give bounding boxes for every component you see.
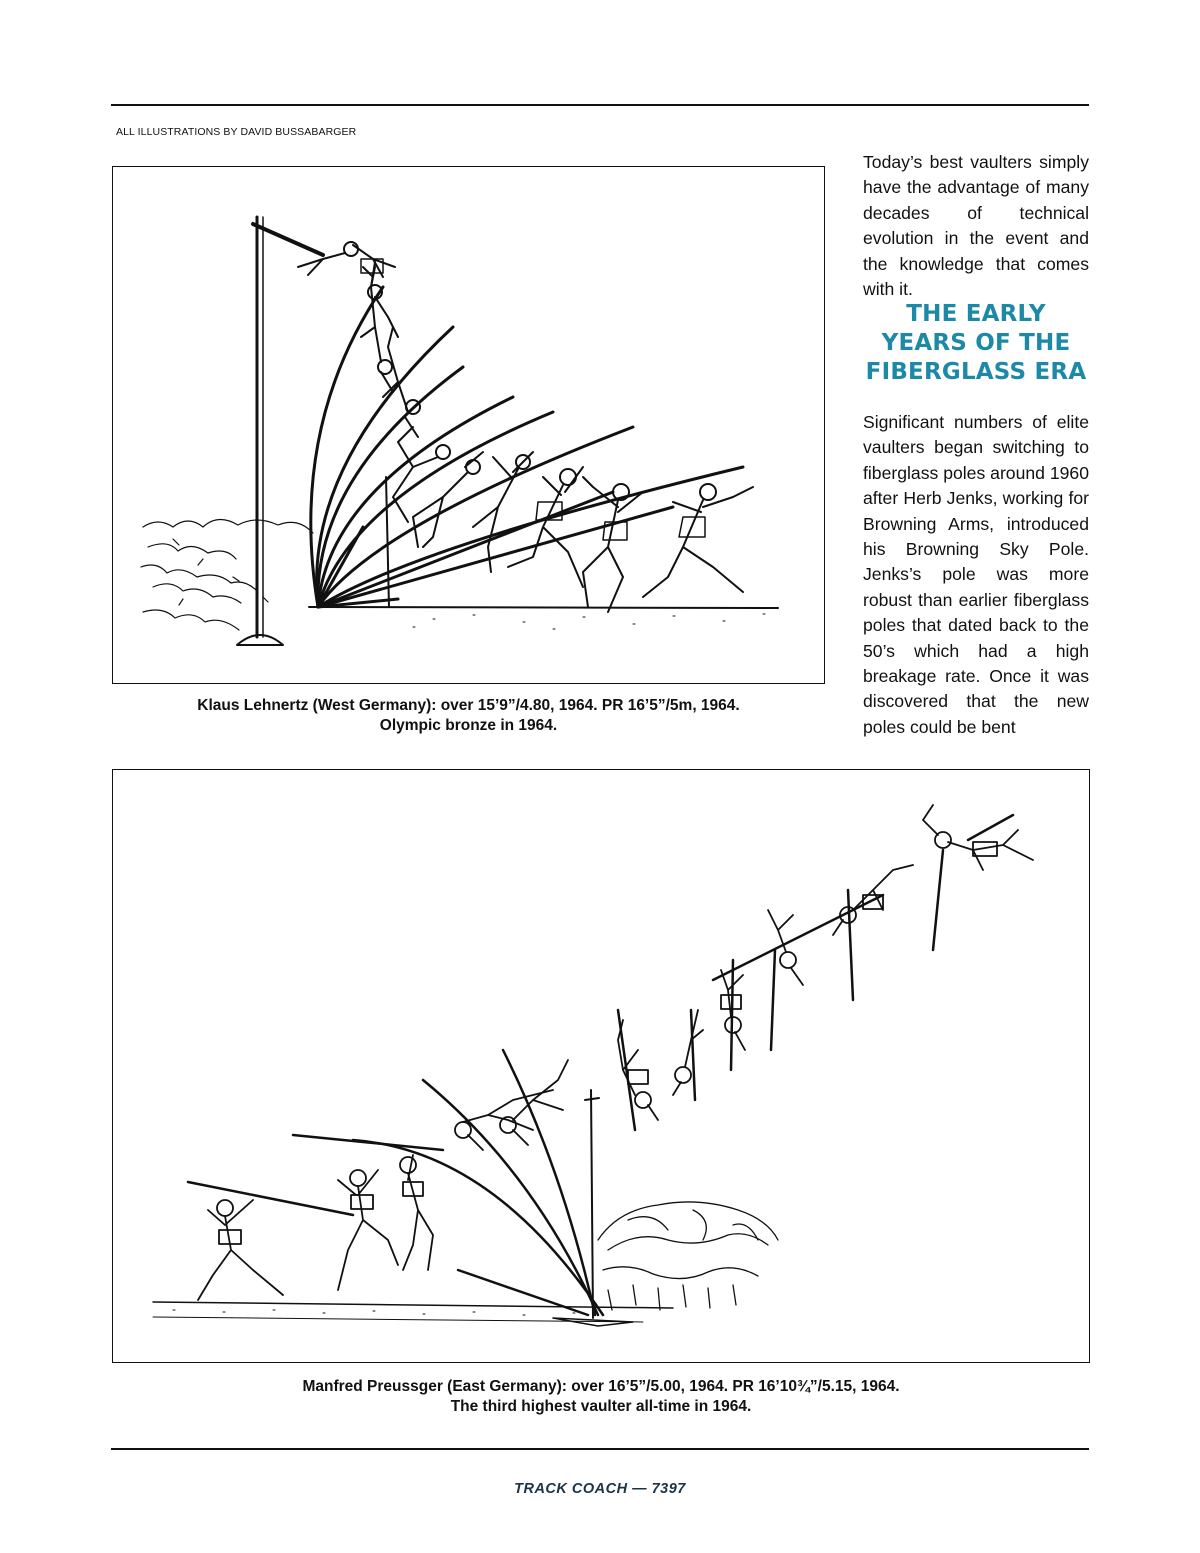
figure-caption-lehnertz <box>112 696 825 736</box>
vaulter-run-1 <box>198 1200 283 1300</box>
preussger-vault-illustration <box>113 770 1091 1364</box>
page-footer <box>0 1481 1200 1497</box>
vaulter-clearance <box>298 242 395 277</box>
publication-name: TRACK COACH <box>514 1481 628 1497</box>
article-paragraph: Significant numbers of elite vaulters began switching to fiberglass poles around 1960 after Herb Jenks, working for Browning Arms, introduced his Browning Sky Pole. Jenks’s pole was more robust than earlier fiberglass poles that dated back to the 50’s which had a high breakage rate. Once it was discovered that the new poles could be bent <box>863 412 1089 737</box>
bottom-rule <box>111 1448 1089 1450</box>
illustration-credit: ALL ILLUSTRATIONS BY DAVID BUSSABARGER <box>116 126 357 138</box>
lehnertz-vault-illustration <box>113 167 826 685</box>
vaulter-approach-2 <box>583 477 643 612</box>
vaulter-clearance <box>923 805 1033 870</box>
vaulter-swing-2 <box>393 427 450 522</box>
figure-caption-preussger <box>112 1377 1090 1417</box>
landing-pit <box>598 1202 778 1310</box>
footer-separator: — <box>632 1481 648 1497</box>
article-paragraph: Today’s best vaulters simply have the advantage of many decades of technical evolution in the event and the knowledge that comes with it. <box>863 152 1089 300</box>
vaulter-extension <box>618 1020 658 1120</box>
landing-pit <box>141 519 313 630</box>
vaulter-plant <box>400 1155 433 1270</box>
top-rule <box>111 104 1089 106</box>
vault-standard <box>591 1090 593 1318</box>
vaulter-figures <box>198 805 1033 1300</box>
vaulter-run-2 <box>338 1170 398 1290</box>
figure-lehnertz <box>112 166 825 684</box>
runway-ground <box>309 607 778 608</box>
heading-line: YEARS OF THE <box>881 330 1071 356</box>
ground-dots <box>413 614 765 629</box>
caption-line: The third highest vaulter all-time in 1964. <box>450 1398 752 1415</box>
caption-line: Klaus Lehnertz (West Germany): over 15’9”/4.80, 1964. PR 16’5”/5m, 1964. <box>197 697 740 714</box>
caption-line: Olympic bronze in 1964. <box>379 717 558 734</box>
section-heading <box>863 300 1089 387</box>
vaulter-approach-1 <box>643 484 753 597</box>
poles <box>188 815 1013 1315</box>
heading-line: THE EARLY <box>906 301 1046 327</box>
vaulter-pull <box>673 1010 703 1095</box>
caption-line: Manfred Preussger (East Germany): over 16’5”/5.00, 1964. PR 16’10¾”/5.15, 1964. <box>302 1378 900 1395</box>
page-number: 7397 <box>651 1481 686 1497</box>
figure-preussger <box>112 769 1090 1363</box>
vault-standard <box>237 217 283 645</box>
vaulter-swing-1 <box>413 452 483 547</box>
heading-line: FIBERGLASS ERA <box>865 359 1087 385</box>
vaulter-swing <box>455 1090 553 1150</box>
